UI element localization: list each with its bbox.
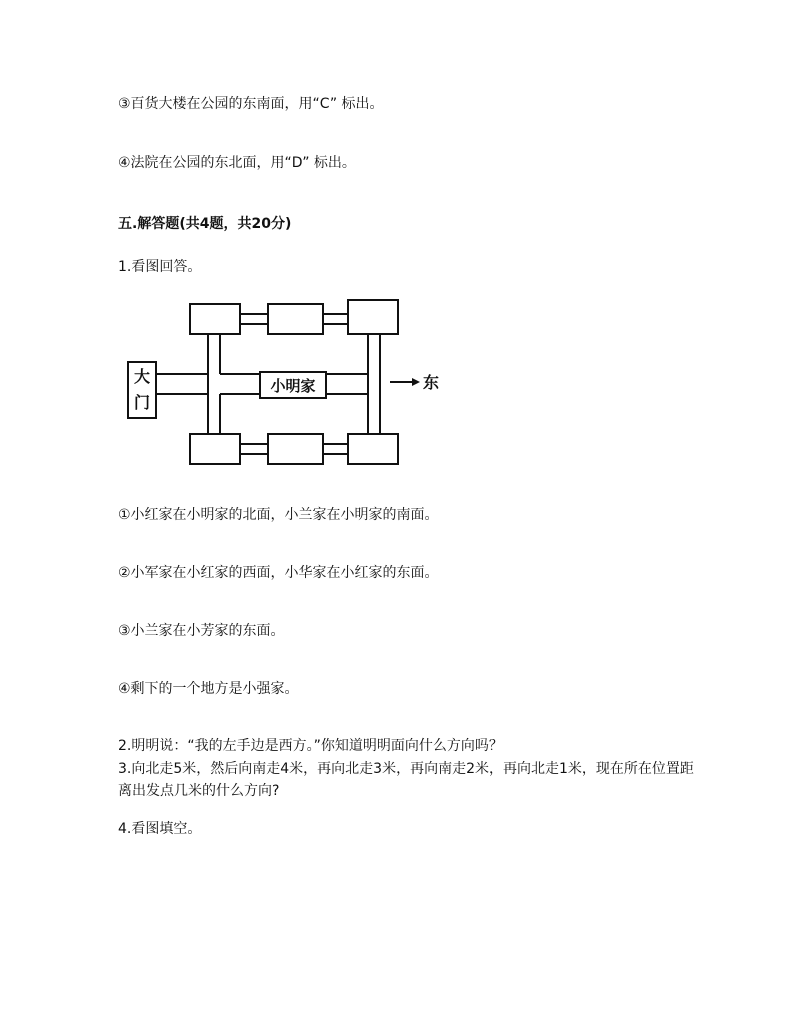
question-1-prompt: 1.看图回答。 [118, 259, 202, 275]
prev-item-4: ④法院在公园的东北面，用“D” 标出。 [118, 155, 356, 171]
question-2: 2.明明说：“我的左手边是西方。”你知道明明面向什么方向吗？ [118, 738, 503, 754]
question-1-sub-1: ①小红家在小明家的北面，小兰家在小明家的南面。 [118, 507, 439, 523]
prev-item-3: ③百货大楼在公园的东南面，用“C” 标出。 [118, 96, 384, 112]
question-1-sub-4: ④剩下的一个地方是小强家。 [118, 681, 299, 697]
section-heading: 五.解答题(共4题，共20分) [118, 216, 292, 232]
question-1-sub-3: ③小兰家在小芳家的东面。 [118, 623, 285, 639]
gate-label-bottom: 门 [133, 393, 151, 412]
gate-label-top: 大 [133, 367, 151, 386]
question-4-prompt: 4.看图填空。 [118, 821, 202, 837]
question-1-sub-2: ②小军家在小红家的西面，小华家在小红家的东面。 [118, 565, 439, 581]
neighborhood-map-figure [120, 296, 450, 468]
home-label: 小明家 [270, 377, 316, 395]
east-label: 东 [423, 373, 440, 392]
question-3: 3.向北走5米，然后向南走4米，再向北走3米，再向南走2米，再向北走1米，现在所在位置距离出发点几米的什么方向? [118, 761, 694, 799]
